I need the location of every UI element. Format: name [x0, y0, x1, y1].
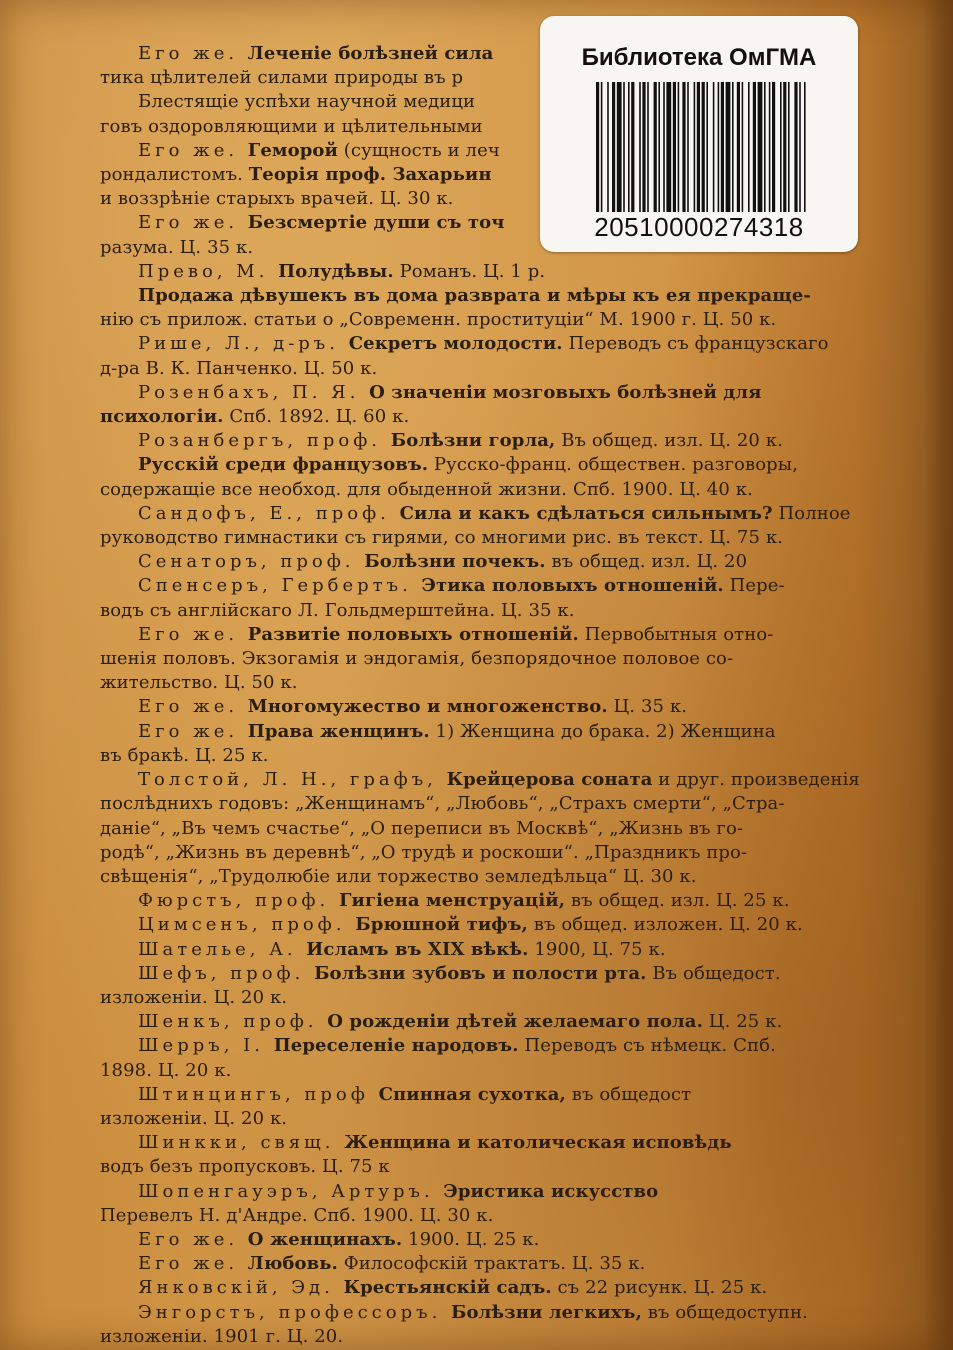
entry-title: О рожденіи дѣтей желаемаго пола. [327, 1011, 703, 1033]
entry-title: Многомужество и многоженство. [247, 696, 608, 718]
barcode-bar [647, 82, 649, 212]
catalog-entry [100, 1252, 890, 1276]
catalog-entry-line [100, 502, 890, 526]
entry-title: Эристика искусство [443, 1180, 659, 1202]
barcode-bar [742, 82, 744, 212]
catalog-entry [100, 1131, 890, 1179]
barcode-bar [772, 82, 775, 212]
entry-title: Сила и какъ сдѣлаться сильнымъ? [399, 502, 773, 524]
catalog-entry-line [100, 429, 890, 453]
catalog-entry-line [100, 1155, 890, 1179]
entry-author: Шерръ, I. [138, 1035, 274, 1057]
catalog-entry-line [100, 1276, 890, 1300]
entry-text: водъ безъ пропусковъ. Ц. 75 к [100, 1156, 390, 1178]
entry-author: Прево, М. [138, 260, 279, 282]
barcode-bar [601, 82, 603, 212]
catalog-entry-line [100, 1301, 890, 1325]
entry-text: даніе“, „Въ чемъ счастье“, „О переписи въ Москвѣ“, „Жизнь въ го- [100, 817, 744, 839]
entry-text: Переводъ съ французскаго [562, 333, 829, 355]
catalog-entry [100, 913, 890, 937]
entry-title: Крестьянскій садъ. [343, 1277, 552, 1299]
barcode-bar [697, 82, 700, 212]
barcode-bar [682, 82, 685, 212]
barcode-bar [642, 82, 645, 212]
barcode-bar [799, 82, 801, 212]
entry-text: Пере- [723, 575, 785, 597]
catalog-entry-line [100, 1204, 890, 1228]
entry-title: Спинная сухотка, [378, 1083, 566, 1105]
barcode-bar [764, 82, 766, 212]
barcode-bar [753, 82, 756, 212]
entry-author: Его же. [138, 212, 248, 234]
entry-title: Геморой [247, 139, 338, 161]
catalog-entry-line [100, 1131, 890, 1155]
entry-author: Янковскій, Эд. [138, 1277, 344, 1299]
catalog-entry-line [100, 260, 890, 284]
catalog-entry [100, 720, 890, 768]
catalog-entry [100, 260, 890, 284]
catalog-entry-line [100, 405, 890, 429]
entry-title: Теорія проф. Захарьин [248, 164, 492, 186]
entry-author: Его же. [138, 1253, 248, 1275]
entry-text: Переводъ съ нѣмецк. Спб. [518, 1035, 776, 1057]
catalog-entry-line [100, 913, 890, 937]
entry-title: Права женщинъ. [247, 720, 430, 742]
entry-author: Спенсеръ, Гербертъ. [138, 575, 422, 597]
entry-text: послѣднихъ годовъ: „Женщинамъ“, „Любовь“, „Страхъ смерти“, „Стра- [100, 793, 785, 815]
entry-title: О значеніи мозговыхъ болѣзней для [369, 381, 762, 403]
entry-text: разума. Ц. 35 к. [100, 236, 254, 258]
catalog-entry-line [100, 1252, 890, 1276]
barcode-bar [666, 82, 671, 212]
catalog-entry-line [100, 647, 890, 671]
entry-author: Его же. [138, 696, 248, 718]
barcode-bar [678, 82, 680, 212]
catalog-entry-line [100, 1034, 890, 1058]
barcode-bar [748, 82, 750, 212]
catalog-entry-line [100, 1228, 890, 1252]
entry-title: Крейцерова соната [446, 769, 653, 791]
barcode-bar [780, 82, 782, 212]
catalog-entry-line [100, 865, 890, 889]
entry-title: Любовь. [247, 1253, 338, 1275]
catalog-entry-line [100, 720, 890, 744]
entry-title: Переселеніе народовъ. [273, 1035, 519, 1057]
catalog-entry-line [100, 768, 890, 792]
entry-text: 1900. Ц. 25 к. [402, 1228, 540, 1250]
catalog-entry-line [100, 1010, 890, 1034]
entry-text: въ общед. изл. Ц. 20 [545, 551, 748, 573]
entry-text: въ общедост [565, 1083, 692, 1105]
barcode-bar [694, 82, 696, 212]
catalog-entry [100, 332, 890, 380]
catalog-entry-line [100, 526, 890, 550]
entry-title: Этика половыхъ отношеній. [421, 575, 724, 597]
entry-title: Женщина и католическая исповѣдь [344, 1132, 732, 1154]
catalog-entry-line [100, 841, 890, 865]
catalog-entry [100, 1083, 890, 1131]
catalog-entry [100, 1228, 890, 1252]
barcode-bar [718, 82, 720, 212]
entry-text: тика цѣлителей силами природы въ р [100, 67, 464, 89]
catalog-entry-line [100, 623, 890, 647]
entry-title: Болѣзни горла, [390, 430, 556, 452]
entry-text: Первобытныя отно- [578, 623, 774, 645]
entry-text: (сущность и леч [337, 139, 500, 161]
entry-author: Его же. [138, 43, 248, 64]
barcode-bar [639, 82, 641, 212]
catalog-entry [100, 1034, 890, 1082]
barcode-bar [612, 82, 615, 212]
catalog-entry [100, 453, 890, 501]
catalog-entry-line [100, 889, 890, 913]
catalog-entry-line [100, 695, 890, 719]
entry-title: Болѣзни почекъ. [364, 551, 546, 573]
catalog-entry-line [100, 550, 890, 574]
entry-author: Сенаторъ, проф. [138, 551, 365, 573]
barcode-bar [721, 82, 724, 212]
barcode-bar [804, 82, 806, 212]
barcode-bar [783, 82, 786, 212]
barcode-bar [706, 82, 708, 212]
entry-text: 1898. Ц. 20 к. [100, 1059, 232, 1081]
catalog-entry-line [100, 574, 890, 598]
catalog-entry-line [100, 1180, 890, 1204]
entry-title: Леченіе болѣзней сила [247, 43, 494, 64]
barcode-bar [737, 82, 740, 212]
entry-title: Болѣзни легкихъ, [451, 1301, 642, 1323]
barcode-bar [654, 82, 657, 212]
barcode-bar [617, 82, 622, 212]
catalog-entry [100, 623, 890, 696]
barcode-bar [758, 82, 763, 212]
barcode-bar [596, 82, 599, 212]
entry-text: и друг. произведенія [652, 769, 860, 791]
catalog-entry [100, 429, 890, 453]
barcode-bar [658, 82, 660, 212]
entry-author: Розанбергъ, проф. [138, 430, 391, 452]
barcode-bar [663, 82, 665, 212]
catalog-entry [100, 502, 890, 550]
barcode-bar [713, 82, 715, 212]
entry-title: Продажа дѣвушекъ въ дома разврата и мѣры къ ея прекраще- [138, 285, 811, 307]
catalog-entry-line [100, 986, 890, 1010]
entry-title: Развитіе половыхъ отношеній. [247, 623, 579, 645]
entry-text: водъ съ англійскаго Л. Гольдмерштейна. Ц. 35 к. [100, 599, 575, 621]
barcode-bar [687, 82, 689, 212]
entry-text: изложеніи. 1901 г. Ц. 20. [100, 1325, 344, 1347]
entry-author: Сандофъ, Е., проф. [138, 502, 400, 524]
entry-text: въ общед. изложен. Ц. 20 к. [527, 914, 803, 936]
entry-title: Брюшной тифъ, [355, 914, 528, 936]
catalog-entry [100, 962, 890, 1010]
entry-author: Фюрстъ, проф. [138, 890, 339, 912]
entry-title: психологіи. [100, 406, 224, 428]
entry-title: Полудѣвы. [278, 260, 394, 282]
entry-author: Шинкки, свящ. [138, 1132, 345, 1154]
catalog-entry-line [100, 453, 890, 477]
entry-text: изложеніи. Ц. 20 к. [100, 1107, 288, 1129]
barcode-bar [769, 82, 771, 212]
entry-author: Штинцингъ, проф [138, 1083, 379, 1105]
barcode-bar [726, 82, 731, 212]
catalog-entry-line [100, 332, 890, 356]
entry-text: д-ра В. К. Панченко. Ц. 50 к. [100, 357, 378, 379]
entry-author: Цимсенъ, проф. [138, 914, 356, 936]
catalog-entry-line [100, 1107, 890, 1131]
entry-text: свѣщенія“, „Трудолюбіе или торжество земледѣльца“ Ц. 30 к. [100, 865, 697, 887]
entry-text: Блестящіе успѣхи научной медици [138, 91, 476, 113]
catalog-entry-line [100, 478, 890, 502]
entry-author: Шефъ, проф. [138, 962, 315, 984]
entry-author: Его же. [138, 1228, 248, 1250]
catalog-entry [100, 938, 890, 962]
entry-text: шенія половъ. Экзогамія и эндогамія, безпорядочное половое со- [100, 648, 734, 670]
catalog-entry [100, 381, 890, 429]
entry-author: Толстой, Л. Н., графъ, [138, 769, 447, 791]
barcode-bar [607, 82, 609, 212]
catalog-entry-line [100, 599, 890, 623]
entry-author: Его же. [138, 623, 248, 645]
entry-text: Полное [772, 502, 851, 524]
barcode-number: 20510000274318 [594, 212, 804, 242]
barcode-bar [788, 82, 790, 212]
catalog-entry-line [100, 792, 890, 816]
barcode-bar [673, 82, 676, 212]
catalog-entry [100, 574, 890, 622]
catalog-entry [100, 1276, 890, 1300]
entry-text: 1900, Ц. 75 к. [528, 938, 666, 960]
entry-title: Гигіена менструацій, [338, 890, 566, 912]
entry-title: Исламъ въ XIX вѣкѣ. [306, 938, 529, 960]
catalog-entry-line [100, 962, 890, 986]
entry-text: Спб. 1892. Ц. 60 к. [223, 406, 410, 428]
catalog-entry-line [100, 1059, 890, 1083]
entry-text: въ бракѣ. Ц. 25 к. [100, 744, 269, 766]
entry-text: Ц. 25 к. [702, 1011, 783, 1033]
entry-author: Шателье, А. [138, 938, 307, 960]
entry-author: Шопенгауэръ, Артуръ. [138, 1180, 444, 1202]
entry-text: руководство гимнастики съ гирями, со многими рис. въ текст. Ц. 75 к. [100, 527, 784, 549]
entry-text: Философскій трактатъ. Ц. 35 к. [337, 1253, 646, 1275]
barcode-bar [628, 82, 630, 212]
barcode-bar [631, 82, 634, 212]
entry-text: Романъ. Ц. 1 р. [393, 260, 546, 282]
barcode-bar [732, 82, 734, 212]
catalog-entry-line [100, 357, 890, 381]
library-barcode-sticker [540, 16, 858, 252]
catalog-entry-line [100, 1325, 890, 1349]
catalog-entry-line [100, 381, 890, 405]
entry-author: Рише, Л., д-ръ. [138, 333, 349, 355]
entry-text: рондалистомъ. [100, 164, 249, 186]
catalog-entry [100, 695, 890, 719]
entry-author: Его же. [138, 720, 248, 742]
catalog-entry-line [100, 938, 890, 962]
entry-text: содержащіе все необход. для обыденной жизни. Спб. 1900. Ц. 40 к. [100, 478, 753, 500]
entry-text: говъ оздоровляющими и цѣлительными [100, 115, 483, 137]
entry-title: О женщинахъ. [247, 1228, 403, 1250]
entry-text: Перевелъ Н. д'Андре. Спб. 1900. Ц. 30 к. [100, 1204, 494, 1226]
entry-title: Болѣзни зубовъ и полости рта. [314, 962, 647, 984]
entry-text: Ц. 35 к. [607, 696, 688, 718]
entry-text: Въ общедост. [646, 962, 781, 984]
library-name: Библиотека ОмГМА [581, 44, 817, 71]
entry-title: Безсмертіе души съ точ [247, 212, 505, 234]
entry-title: Русскій среди французовъ. [138, 454, 429, 476]
catalog-entry [100, 768, 890, 889]
entry-text: въ общедоступн. [641, 1301, 808, 1323]
catalog-entry [100, 889, 890, 913]
entry-text: родѣ“, „Жизнь въ деревнѣ“, „О трудѣ и роскоши“. „Праздникъ про- [100, 841, 748, 863]
barcode-bar [623, 82, 625, 212]
barcode-bar [794, 82, 797, 212]
entry-author: Шенкъ, проф. [138, 1011, 328, 1033]
entry-text: въ общед. изл. Ц. 25 к. [565, 890, 790, 912]
catalog-entry-line [100, 744, 890, 768]
catalog-entry [100, 1010, 890, 1034]
catalog-entry-line [100, 1083, 890, 1107]
barcode-icon [596, 82, 806, 212]
entry-text: изложеніи. Ц. 20 к. [100, 986, 288, 1008]
entry-text: 1) Женщина до брака. 2) Женщина [429, 720, 776, 742]
catalog-entry-line [100, 817, 890, 841]
catalog-entry [100, 284, 890, 332]
catalog-entry-line [100, 308, 890, 332]
entry-text: Русско-франц. обществен. разговоры, [428, 454, 799, 476]
entry-text: съ 22 рисунк. Ц. 25 к. [551, 1277, 768, 1299]
entry-text: жительство. Ц. 50 к. [100, 672, 298, 694]
catalog-entry [100, 1180, 890, 1228]
catalog-entry-line [100, 671, 890, 695]
catalog-entry [100, 1301, 890, 1349]
entry-author: Его же. [138, 139, 248, 161]
entry-text: нію съ прилож. статьи о „Современн. проституціи“ М. 1900 г. Ц. 50 к. [100, 309, 777, 331]
catalog-entry-line [100, 284, 890, 308]
entry-title: Секретъ молодости. [348, 333, 563, 355]
cover-edge-shadow [923, 0, 953, 1350]
barcode-bar [702, 82, 705, 212]
entry-text: Въ общед. изл. Ц. 20 к. [555, 430, 783, 452]
entry-text: и воззрѣніе старыхъ врачей. Ц. 30 к. [100, 188, 454, 210]
catalog-entry [100, 550, 890, 574]
entry-author: Энгорстъ, профессоръ. [138, 1301, 452, 1323]
entry-author: Розенбахъ, П. Я. [138, 381, 370, 403]
